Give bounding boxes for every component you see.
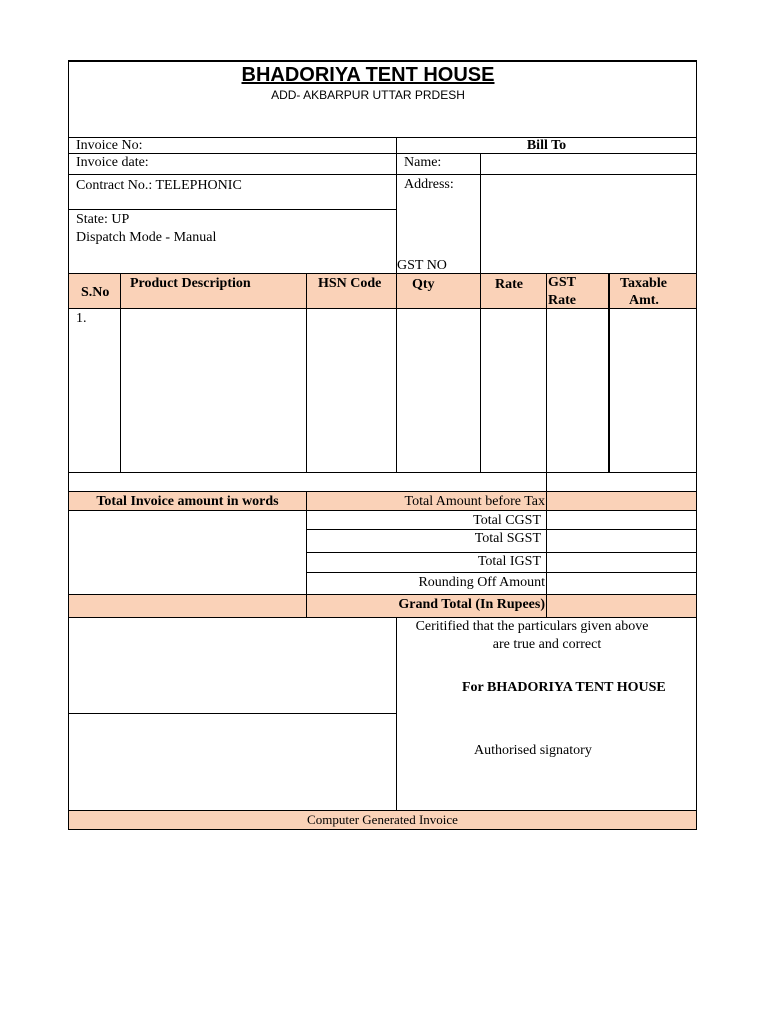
- divider: [68, 273, 697, 274]
- company-name: BHADORIYA TENT HOUSE: [241, 64, 495, 86]
- divider: [68, 594, 697, 595]
- dispatch-label: Dispatch Mode - Manual: [76, 230, 217, 245]
- col-header-rate: Rate: [495, 277, 523, 292]
- contract-label: Contract No.: TELEPHONIC: [76, 178, 242, 193]
- divider: [68, 713, 396, 714]
- divider: [306, 273, 307, 472]
- state-label: State: UP: [76, 212, 130, 227]
- divider: [68, 174, 697, 175]
- certification-line1: Ceritified that the particulars given above: [415, 619, 649, 634]
- name-label: Name:: [404, 155, 442, 170]
- rounding-off-label: Rounding Off Amount: [418, 575, 545, 590]
- company-address: ADD- AKBARPUR UTTAR PRDESH: [271, 88, 465, 102]
- divider: [68, 491, 697, 492]
- divider: [480, 153, 481, 273]
- divider: [480, 273, 481, 472]
- invoice-no-label: Invoice No:: [76, 138, 143, 153]
- certification-line2: are true and correct: [492, 637, 602, 652]
- divider: [68, 510, 697, 511]
- col-header-hsn: HSN Code: [318, 276, 382, 291]
- col-header-gst-line1: GST: [548, 275, 577, 290]
- divider: [120, 273, 121, 472]
- invoice-frame: [68, 60, 697, 830]
- authorised-signatory: Authorised signatory: [474, 743, 592, 758]
- divider: [68, 472, 697, 473]
- invoice-date-label: Invoice date:: [76, 155, 149, 170]
- total-cgst-label: Total CGST: [473, 513, 541, 528]
- total-sgst-label: Total SGST: [474, 531, 541, 546]
- address-label: Address:: [404, 177, 454, 192]
- divider: [68, 810, 697, 811]
- col-header-gst-line2: Rate: [548, 293, 576, 308]
- divider: [608, 273, 610, 472]
- col-header-product: Product Description: [130, 276, 251, 291]
- total-before-tax-label: Total Amount before Tax: [404, 494, 545, 509]
- col-header-sno: S.No: [81, 285, 110, 300]
- for-company: For BHADORIYA TENT HOUSE: [462, 680, 666, 695]
- col-header-taxable-line1: Taxable: [620, 276, 667, 291]
- divider: [68, 209, 396, 210]
- bill-to-title: Bill To: [526, 138, 567, 153]
- total-in-words-label: Total Invoice amount in words: [96, 494, 279, 509]
- divider: [68, 308, 697, 309]
- grand-total-label: Grand Total (In Rupees): [398, 597, 545, 612]
- divider: [396, 273, 397, 472]
- col-header-qty: Qty: [412, 277, 435, 292]
- divider: [306, 572, 697, 573]
- divider: [546, 273, 547, 617]
- col-header-taxable-line2: Amt.: [629, 293, 659, 308]
- row-sno: 1.: [76, 311, 87, 326]
- gst-no-label: GST NO: [397, 258, 447, 273]
- total-igst-label: Total IGST: [477, 554, 541, 569]
- footer-text: Computer Generated Invoice: [307, 812, 458, 827]
